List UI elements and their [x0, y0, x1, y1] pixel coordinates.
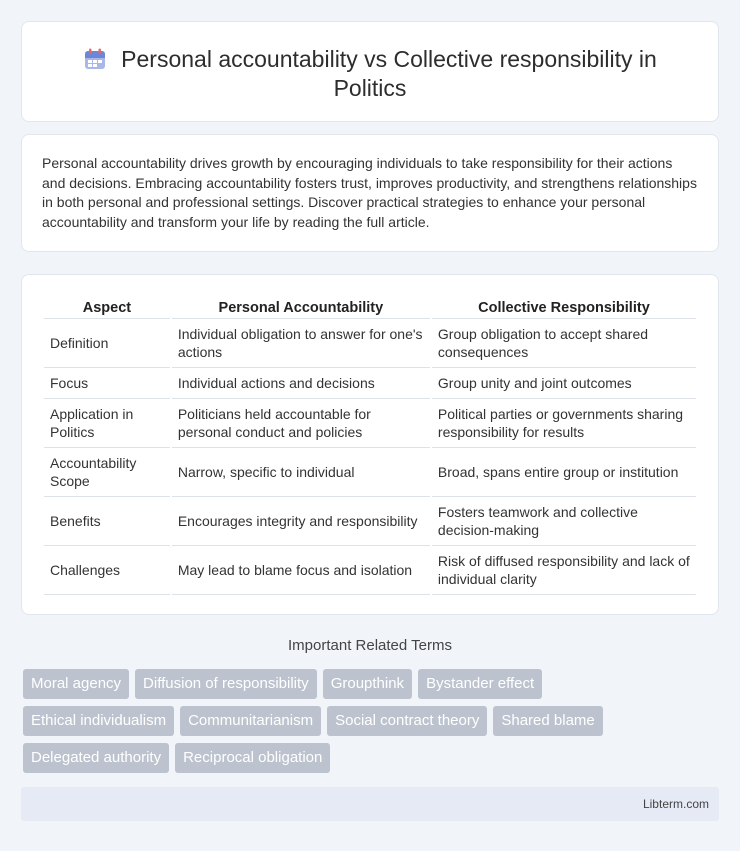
- tag-row: [23, 706, 703, 736]
- table-cell: Individual actions and decisions: [172, 368, 430, 399]
- intro-paragraph: Personal accountability drives growth by encouraging individuals to take responsibility for their actions and decisions. Embracing accountability fosters trust, improves productivity, and strengthens relationships in both personal and professional settings. Discover practical strategies to enhance your personal accountability and transform your life by reading the full article.: [42, 155, 697, 230]
- comparison-table: [42, 295, 698, 595]
- page-title-text: Personal accountability vs Collective responsibility in Politics: [121, 46, 657, 101]
- footer: [21, 787, 719, 821]
- table-cell: Focus: [44, 368, 170, 399]
- table-row: [44, 399, 696, 448]
- table-row: [44, 368, 696, 399]
- table-cell: Fosters teamwork and collective decision-making: [432, 497, 696, 546]
- table-header-row: [44, 295, 696, 319]
- tag-social-contract-theory[interactable]: Social contract theory: [327, 706, 487, 736]
- footer-site-link[interactable]: Libterm.com: [642, 797, 709, 811]
- table-cell: Narrow, specific to individual: [172, 448, 430, 497]
- table-row: [44, 497, 696, 546]
- comparison-card: [21, 274, 719, 615]
- table-row: [44, 319, 696, 368]
- table-cell: Political parties or governments sharing responsibility for results: [432, 399, 696, 448]
- column-header-collective: Collective Responsibility: [432, 295, 696, 319]
- table-cell: Individual obligation to answer for one's actions: [172, 319, 430, 368]
- table-cell: Application in Politics: [44, 399, 170, 448]
- tag-bystander-effect[interactable]: Bystander effect: [418, 669, 542, 699]
- column-header-aspect: Aspect: [44, 295, 170, 319]
- tag-moral-agency[interactable]: Moral agency: [23, 669, 129, 699]
- tag-row: [23, 743, 703, 773]
- calendar-icon: [83, 47, 107, 71]
- table-row: [44, 546, 696, 595]
- table-cell: Broad, spans entire group or institution: [432, 448, 696, 497]
- related-terms-title: Important Related Terms: [288, 637, 452, 654]
- tag-reciprocal-obligation[interactable]: Reciprocal obligation: [175, 743, 330, 773]
- table-cell: May lead to blame focus and isolation: [172, 546, 430, 595]
- tag-shared-blame[interactable]: Shared blame: [493, 706, 602, 736]
- table-cell: Risk of diffused responsibility and lack of individual clarity: [432, 546, 696, 595]
- tag-communitarianism[interactable]: Communitarianism: [180, 706, 321, 736]
- table-cell: Group obligation to accept shared consequences: [432, 319, 696, 368]
- tag-groupthink[interactable]: Groupthink: [323, 669, 412, 699]
- table-cell: Accountability Scope: [44, 448, 170, 497]
- tag-diffusion-of-responsibility[interactable]: Diffusion of responsibility: [135, 669, 317, 699]
- tag-delegated-authority[interactable]: Delegated authority: [23, 743, 169, 773]
- intro-card: [21, 134, 719, 252]
- related-terms-list: [23, 669, 703, 780]
- page-title: [62, 45, 678, 103]
- tag-row: [23, 669, 703, 699]
- table-cell: Encourages integrity and responsibility: [172, 497, 430, 546]
- table-cell: Benefits: [44, 497, 170, 546]
- table-cell: Group unity and joint outcomes: [432, 368, 696, 399]
- table-cell: Politicians held accountable for personal conduct and policies: [172, 399, 430, 448]
- table-row: [44, 448, 696, 497]
- column-header-personal: Personal Accountability: [172, 295, 430, 319]
- title-card: [21, 21, 719, 122]
- table-cell: Definition: [44, 319, 170, 368]
- tag-ethical-individualism[interactable]: Ethical individualism: [23, 706, 174, 736]
- table-cell: Challenges: [44, 546, 170, 595]
